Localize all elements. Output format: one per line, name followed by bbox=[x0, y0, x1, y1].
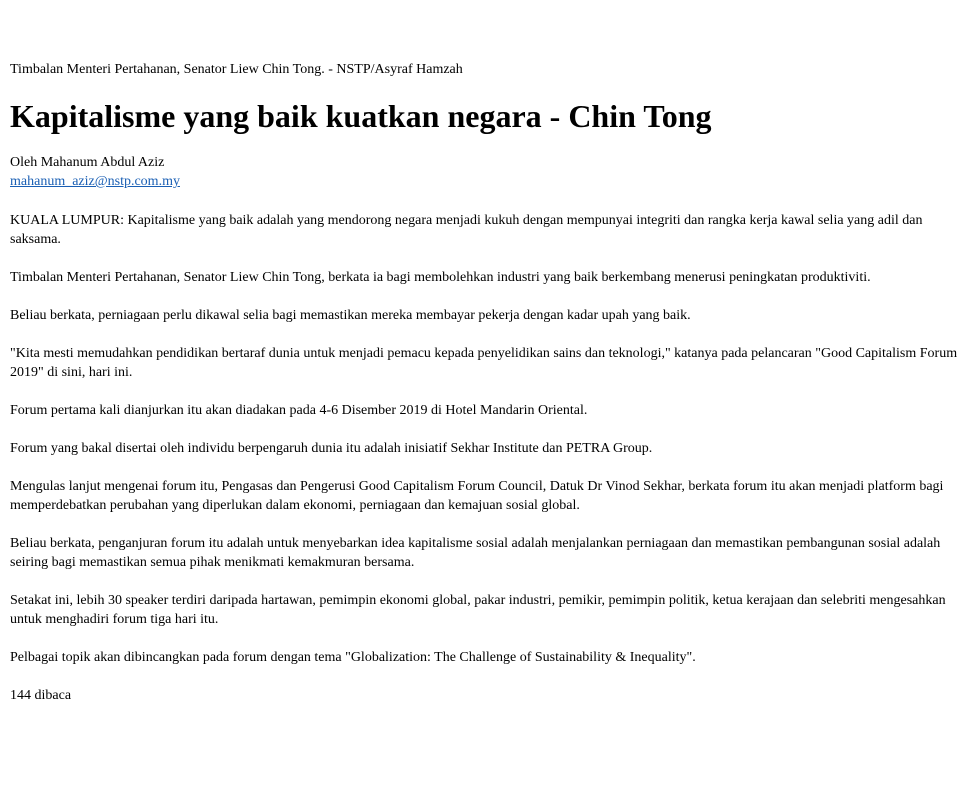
article-paragraph: Mengulas lanjut mengenai forum itu, Pengasas dan Pengerusi Good Capitalism Forum Council, Datuk Dr Vinod Sekhar, berkata forum itu akan menjadi platform bagi memperdebatkan perubahan yang diperlukan dalam ekonomi, perniagaan dan kemajuan sosial global. bbox=[10, 479, 944, 513]
author-email-link[interactable]: mahanum_aziz@nstp.com.my bbox=[10, 174, 180, 189]
article-paragraph: "Kita mesti memudahkan pendidikan bertaraf dunia untuk menjadi pemacu kepada penyelidikan sains dan teknologi," katanya pada pelancaran "Good Capitalism Forum 2019" di sini, hari ini. bbox=[10, 346, 958, 380]
photo-caption: Timbalan Menteri Pertahanan, Senator Liew Chin Tong. - NSTP/Asyraf Hamzah bbox=[10, 62, 463, 77]
article-paragraph: Forum pertama kali dianjurkan itu akan diadakan pada 4-6 Disember 2019 di Hotel Mandarin Oriental. bbox=[10, 403, 588, 418]
article-body bbox=[10, 211, 960, 705]
article-paragraph: Timbalan Menteri Pertahanan, Senator Liew Chin Tong, berkata ia bagi membolehkan industri yang baik berkembang menerusi peningkatan produktiviti. bbox=[10, 270, 871, 285]
article-paragraph: KUALA LUMPUR: Kapitalisme yang baik adalah yang mendorong negara menjadi kukuh dengan mempunyai integriti dan rangka kerja kawal selia yang adil dan saksama. bbox=[10, 213, 923, 247]
read-count: 144 dibaca bbox=[10, 688, 72, 703]
article-paragraph: Setakat ini, lebih 30 speaker terdiri daripada hartawan, pemimpin ekonomi global, pakar industri, pemikir, pemimpin politik, ketua kerajaan dan selebriti mengesahkan untuk menghadiri forum tiga hari itu. bbox=[10, 593, 946, 627]
article-paragraph: Beliau berkata, penganjuran forum itu adalah untuk menyebarkan idea kapitalisme sosial adalah menjalankan perniagaan dan memastikan pembangunan sosial adalah seiring bagi memastikan semua pihak menikmati kemakmuran bersama. bbox=[10, 536, 941, 570]
byline bbox=[10, 153, 180, 191]
author-name: Oleh Mahanum Abdul Aziz bbox=[10, 155, 165, 170]
article-paragraph: Forum yang bakal disertai oleh individu berpengaruh dunia itu adalah inisiatif Sekhar Institute dan PETRA Group. bbox=[10, 441, 653, 456]
article-paragraph: Beliau berkata, perniagaan perlu dikawal selia bagi memastikan mereka membayar pekerja dengan kadar upah yang baik. bbox=[10, 308, 691, 323]
article-paragraph: Pelbagai topik akan dibincangkan pada forum dengan tema "Globalization: The Challenge of Sustainability & Inequality". bbox=[10, 650, 696, 665]
article-headline: Kapitalisme yang baik kuatkan negara - Chin Tong bbox=[10, 98, 712, 134]
